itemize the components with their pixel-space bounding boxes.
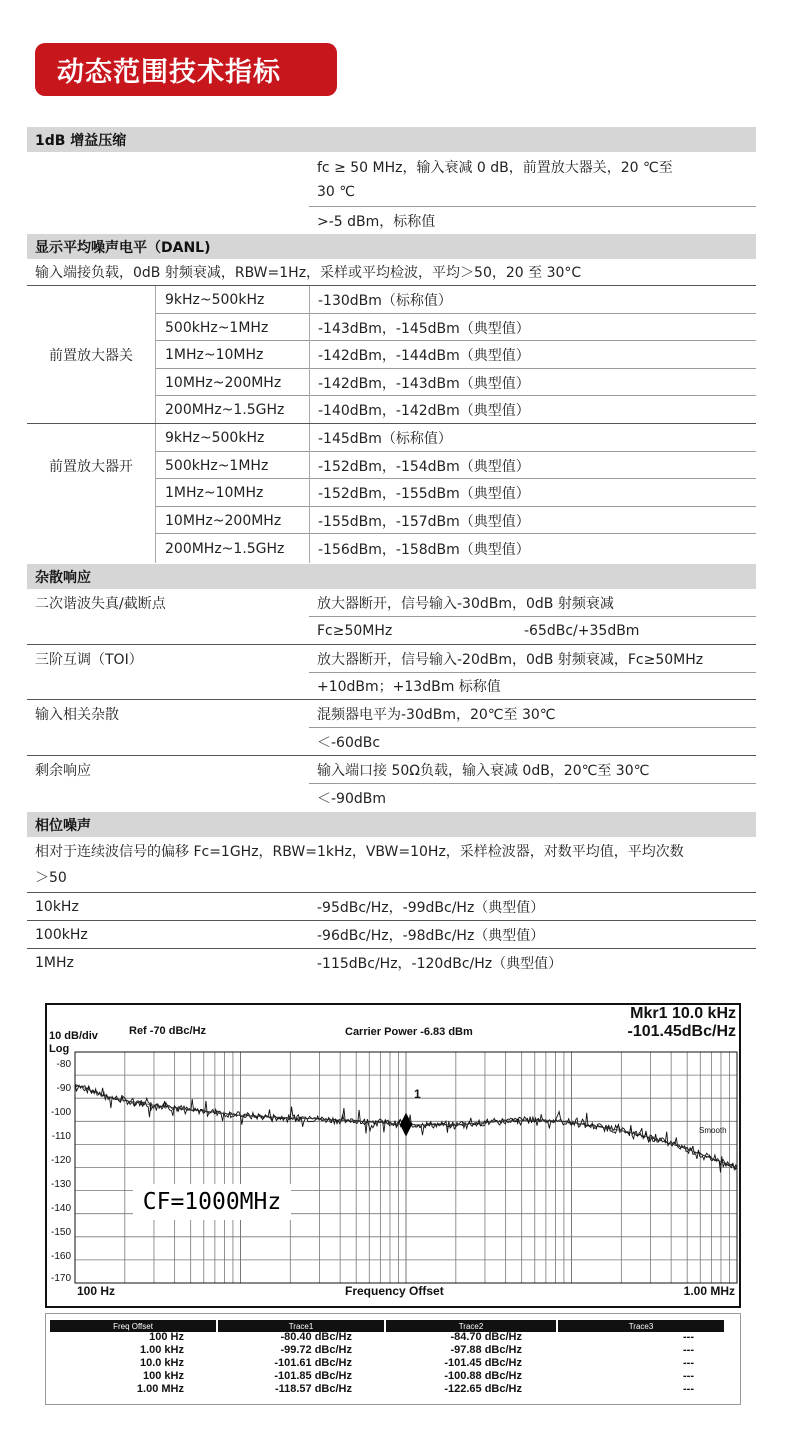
toi-label: 三阶互调（TOI） bbox=[35, 651, 143, 668]
table-cell: -118.57 dBc/Hz bbox=[274, 1383, 352, 1395]
danl-preamp-off-group bbox=[27, 286, 756, 424]
range-label: 10MHz~200MHz bbox=[165, 512, 282, 529]
table-cell: -101.85 dBc/Hz bbox=[274, 1370, 352, 1382]
danl-value: -152dBm，-155dBm（典型值） bbox=[318, 486, 530, 502]
y-tick: -170 bbox=[50, 1273, 71, 1284]
column-header: Freq Offset bbox=[50, 1320, 216, 1332]
phase-noise-condition: 相对于连续波信号的偏移 Fc=1GHz，RBW=1kHz，VBW=10Hz，采样检波器，对数平均值，平均次数 ＞50 bbox=[35, 844, 684, 886]
column-header: Trace2 bbox=[386, 1320, 556, 1332]
table-cell: -99.72 dBc/Hz bbox=[280, 1344, 352, 1356]
offset-label: 1MHz bbox=[35, 954, 74, 971]
y-tick: -140 bbox=[50, 1203, 71, 1214]
phase-noise-condition-row bbox=[27, 837, 756, 893]
danl-value: -140dBm，-142dBm（典型值） bbox=[318, 402, 530, 419]
section-header-danl: 显示平均噪声电平（DANL) bbox=[27, 234, 756, 259]
toi-value: +10dBm；+13dBm 标称值 bbox=[317, 679, 501, 695]
marker-frequency: Mkr1 10.0 kHz bbox=[630, 1005, 736, 1022]
phase-noise-row bbox=[27, 949, 756, 977]
table-cell: -97.88 dBc/Hz bbox=[450, 1344, 522, 1356]
range-label: 9kHz~500kHz bbox=[165, 292, 265, 308]
range-label: 10MHz~200MHz bbox=[165, 374, 282, 391]
table-cell: --- bbox=[683, 1383, 694, 1395]
danl-condition: 输入端接负载，0dB 射频衰减，RBW=1Hz，采样或平均检波，平均＞50，20 至 30°C bbox=[35, 265, 582, 281]
compression-value: >-5 dBm，标称值 bbox=[317, 213, 436, 230]
y-tick: -110 bbox=[51, 1131, 71, 1142]
range-label: 200MHz~1.5GHz bbox=[165, 540, 285, 557]
harmonic-condition: 放大器断开，信号输入-30dBm，0dB 射频衰减 bbox=[309, 589, 756, 617]
table-cell: --- bbox=[683, 1344, 694, 1356]
trace-table bbox=[45, 1313, 741, 1405]
phase-noise-value: -96dBc/Hz，-98dBc/Hz（典型值） bbox=[317, 927, 545, 944]
marker-value: -101.45dBc/Hz bbox=[627, 1023, 736, 1040]
table-cell: -101.61 dBc/Hz bbox=[274, 1357, 352, 1369]
column-header: Trace1 bbox=[218, 1320, 384, 1332]
toi-group bbox=[27, 645, 756, 700]
range-label: 200MHz~1.5GHz bbox=[165, 401, 285, 418]
smooth-label: Smooth bbox=[699, 1126, 727, 1135]
table-cell: -100.88 dBc/Hz bbox=[444, 1370, 522, 1382]
offset-label: 10kHz bbox=[35, 898, 79, 915]
spec-table bbox=[27, 127, 756, 977]
phase-noise-row bbox=[27, 921, 756, 949]
log-label: Log bbox=[49, 1043, 70, 1055]
harmonic-group bbox=[27, 589, 756, 645]
input-related-value: ＜-60dBc bbox=[317, 734, 381, 751]
ref-label: Ref -70 dBc/Hz bbox=[129, 1025, 207, 1037]
harmonic-label: 二次谐波失真/截断点 bbox=[35, 595, 166, 612]
table-cell: 100 kHz bbox=[143, 1370, 184, 1382]
section-header-compression: 1dB 增益压缩 bbox=[27, 127, 756, 152]
center-frequency-label: CF=1000MHz bbox=[133, 1184, 291, 1220]
x-axis-label: Frequency Offset bbox=[345, 1284, 444, 1298]
preamp-off-label: 前置放大器关 bbox=[49, 347, 133, 364]
table-cell: -101.45 dBc/Hz bbox=[444, 1357, 522, 1369]
marker-number: 1 bbox=[414, 1087, 421, 1101]
y-tick: -80 bbox=[56, 1059, 71, 1070]
danl-value: -143dBm，-145dBm（典型值） bbox=[318, 320, 530, 337]
preamp-on-label: 前置放大器开 bbox=[49, 458, 133, 475]
table-cell: -84.70 dBc/Hz bbox=[450, 1331, 522, 1343]
phase-noise-plot bbox=[45, 1003, 741, 1308]
x-end-label: 1.00 MHz bbox=[683, 1284, 735, 1298]
y-tick: -130 bbox=[50, 1179, 71, 1190]
phase-noise-value: -115dBc/Hz，-120dBc/Hz（典型值） bbox=[317, 955, 563, 972]
danl-value: -145dBm（标称值） bbox=[318, 431, 452, 447]
danl-value: -152dBm，-154dBm（典型值） bbox=[318, 458, 530, 475]
danl-value: -155dBm，-157dBm（典型值） bbox=[318, 513, 530, 530]
table-cell: -80.40 dBc/Hz bbox=[280, 1331, 352, 1343]
table-cell: 1.00 kHz bbox=[139, 1344, 184, 1356]
column-header: Trace3 bbox=[558, 1320, 724, 1332]
offset-label: 100kHz bbox=[35, 926, 88, 943]
danl-value: -156dBm，-158dBm（典型值） bbox=[318, 541, 530, 558]
table-cell: 100 Hz bbox=[149, 1331, 184, 1343]
danl-value: -130dBm（标称值） bbox=[318, 293, 452, 309]
page-title: 动态范围技术指标 bbox=[57, 57, 281, 88]
plot-area bbox=[47, 1005, 739, 1306]
table-cell: --- bbox=[683, 1370, 694, 1382]
y-tick: -90 bbox=[56, 1083, 71, 1094]
residual-label: 剩余响应 bbox=[35, 762, 91, 779]
residual-group bbox=[27, 756, 756, 812]
y-tick: -100 bbox=[50, 1107, 71, 1118]
input-related-condition: 混频器电平为-30dBm，20℃至 30℃ bbox=[309, 700, 756, 728]
range-label: 500kHz~1MHz bbox=[165, 457, 269, 474]
input-related-group bbox=[27, 700, 756, 756]
range-label: 1MHz~10MHz bbox=[165, 347, 264, 363]
range-label: 500kHz~1MHz bbox=[165, 319, 269, 336]
compression-condition: fc ≥ 50 MHz，输入衰减 0 dB，前置放大器关，20 ℃至 30 ℃ bbox=[309, 152, 756, 207]
table-cell: -122.65 dBc/Hz bbox=[444, 1383, 522, 1395]
section-header-spurious: 杂散响应 bbox=[27, 564, 756, 589]
scale-label: 10 dB/div bbox=[49, 1030, 98, 1042]
residual-condition: 输入端口接 50Ω负载，输入衰减 0dB，20℃至 30℃ bbox=[309, 756, 756, 784]
danl-value: -142dBm，-143dBm（典型值） bbox=[318, 375, 530, 392]
harmonic-frequency: Fc≥50MHz bbox=[317, 622, 393, 639]
compression-value-row bbox=[27, 207, 756, 234]
toi-condition: 放大器断开，信号输入-20dBm，0dB 射频衰减，Fc≥50MHz bbox=[309, 645, 756, 673]
y-tick: -150 bbox=[50, 1227, 71, 1238]
range-label: 1MHz~10MHz bbox=[165, 485, 264, 501]
danl-preamp-on-group bbox=[27, 424, 756, 564]
range-label: 9kHz~500kHz bbox=[165, 430, 265, 446]
danl-value: -142dBm，-144dBm（典型值） bbox=[318, 348, 530, 364]
phase-noise-row bbox=[27, 893, 756, 921]
table-cell: 1.00 MHz bbox=[136, 1383, 184, 1395]
harmonic-value: -65dBc/+35dBm bbox=[524, 622, 640, 639]
y-tick: -160 bbox=[50, 1251, 71, 1262]
y-tick: -120 bbox=[50, 1155, 71, 1166]
table-cell: --- bbox=[683, 1331, 694, 1343]
compression-condition-row bbox=[27, 152, 756, 207]
x-start-label: 100 Hz bbox=[77, 1284, 116, 1298]
table-cell: 10.0 kHz bbox=[139, 1357, 184, 1369]
residual-value: ＜-90dBm bbox=[317, 790, 386, 807]
input-related-label: 输入相关杂散 bbox=[35, 706, 119, 723]
section-header-phase-noise: 相位噪声 bbox=[27, 812, 756, 837]
phase-noise-value: -95dBc/Hz，-99dBc/Hz（典型值） bbox=[317, 899, 545, 916]
carrier-power: Carrier Power -6.83 dBm bbox=[345, 1026, 473, 1038]
table-cell: --- bbox=[683, 1357, 694, 1369]
page-title-banner bbox=[35, 43, 337, 96]
danl-condition-row bbox=[27, 259, 756, 286]
